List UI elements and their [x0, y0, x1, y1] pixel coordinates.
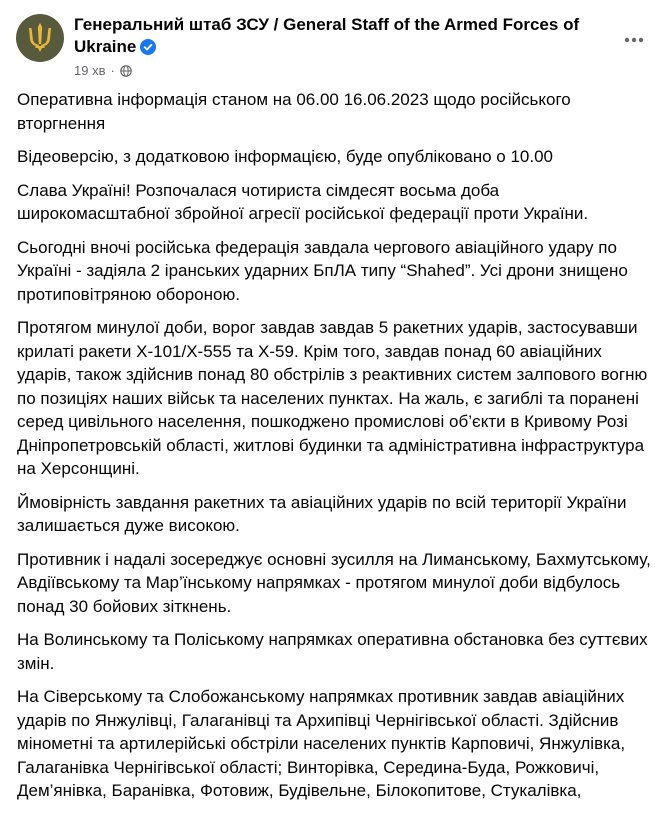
post-paragraph: Слава Україні! Розпочалася чотириста сімдесят восьма доба широкомасштабної збройної агресії російської федерації проти України.: [17, 180, 589, 223]
post-paragraph: Сьогодні вночі російська федерація завдала чергового авіаційного удару по Україні - задіяла 2 іранських ударних БпЛА типу “Shahed”. Усі дрони знищено протиповітряною обороною.: [17, 237, 628, 304]
post-paragraph: На Сіверському та Слобожанському напрямках противник завдав авіаційних ударів по Янжулівці, Галаганівці та Архипівці Чернігівської області. Здійснив мінометні та артилерійські обстріли населених пунктів Карповичі, Янжулівка, Галаганівка Чернігівської області; Винторівка, Середина-Буда, Рожковичі, Дем’янівка, Баранівка, Фотовиж, Будівельне, Білокопитове, Стукалівка,: [17, 687, 626, 800]
verified-badge-icon: [140, 39, 156, 55]
post-paragraph: На Волинському та Поліському напрямках оперативна обстановка без суттєвих змін.: [17, 630, 648, 673]
author-block: [74, 12, 594, 79]
post-paragraph: Відеоверсію, з додатковою інформацією, буде опубліковано о 10.00: [17, 147, 553, 166]
post-paragraph: Оперативна інформація станом на 06.00 16.06.2023 щодо російського вторгнення: [17, 90, 571, 133]
post-timestamp[interactable]: 19 хв: [74, 63, 106, 78]
post-body: [17, 88, 653, 813]
author-name[interactable]: [74, 14, 594, 58]
post-paragraph: Ймовірність завдання ракетних та авіаційних ударів по всій території України залишається дуже високою.: [17, 492, 627, 535]
post-header: [16, 12, 652, 82]
author-name-text[interactable]: Генеральний штаб ЗСУ / General Staff of the Armed Forces of Ukraine: [74, 15, 580, 56]
avatar[interactable]: [16, 14, 64, 62]
post-paragraph: Протягом минулої доби, ворог завдав завдав 5 ракетних ударів, застосувавши крилаті ракети Х-101/Х-555 та Х-59. Крім того, завдав понад 60 авіаційних ударів, також здійснив понад 80 обстрілів з реактивних систем залпового вогню по позиціях наших військ та населених пунктах. На жаль, є загиблі та поранені серед цивільного населення, пошкоджено промислові об’єкти в Кривому Розі Дніпропетровській області, житлові будинки та адміністративна інфраструктура на Херсонщині.: [17, 318, 648, 478]
trident-emblem-icon: [16, 14, 64, 62]
meta-separator: ·: [110, 63, 115, 78]
post-paragraph: Противник і надалі зосереджує основні зусилля на Лиманському, Бахмутському, Авдіївському та Мар’їнському напрямках - протягом минулої доби відбулось понад 30 бойових зіткнень.: [17, 549, 651, 616]
more-options-icon: [624, 37, 644, 43]
post-meta: [74, 63, 594, 79]
globe-icon[interactable]: [120, 65, 132, 77]
more-options-button[interactable]: [616, 22, 652, 58]
